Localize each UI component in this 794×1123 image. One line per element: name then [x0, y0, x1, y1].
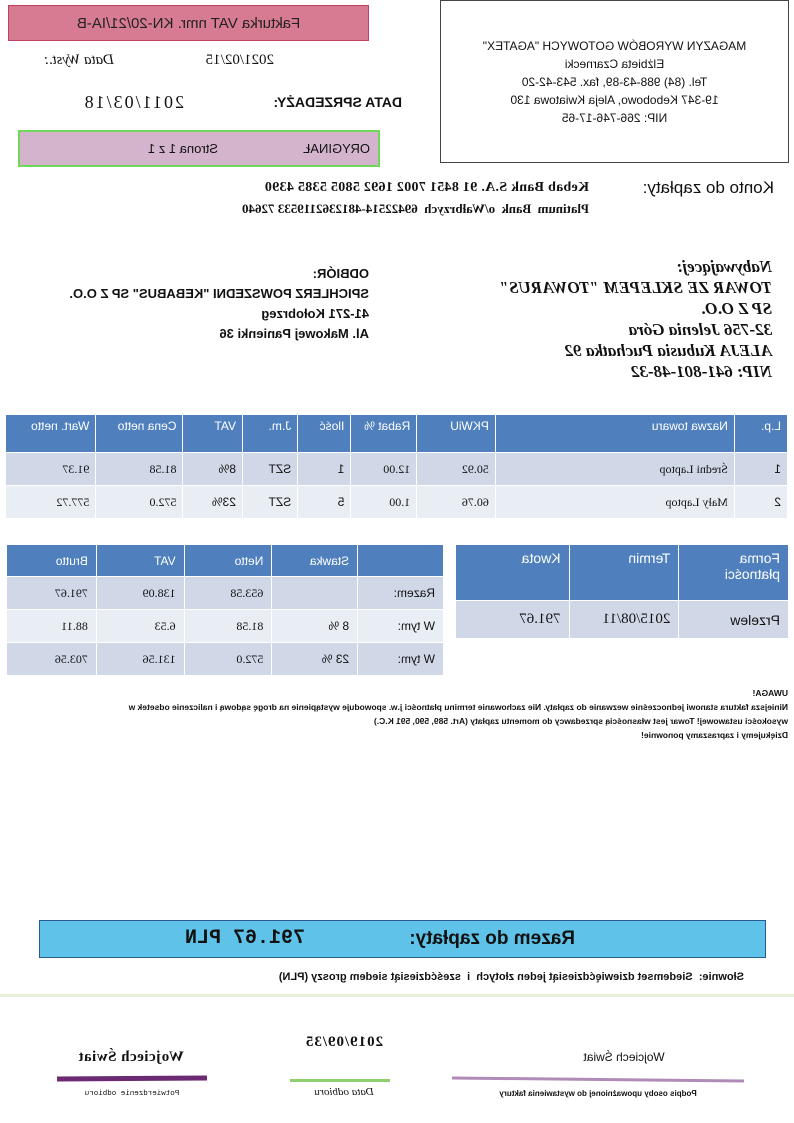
- vat-summary-table: [6, 544, 444, 676]
- table-cell: 6.53: [96, 610, 184, 643]
- table-cell: 60.76: [417, 486, 496, 519]
- sale-date-value: 2011/03/18: [82, 92, 184, 112]
- account-line-1: Kebab Bank S.A. 91 8451 7002 1692 5805 5385 4390: [264, 180, 589, 195]
- sale-date-label: DATA SPRZEDAŻY:: [273, 94, 402, 110]
- receipt-date-caption: Data odbioru: [314, 1086, 374, 1098]
- table-cell: 12.00: [351, 453, 417, 486]
- payment-header-cell: Forma płatności: [679, 545, 789, 601]
- table-cell: 577.72: [6, 486, 96, 519]
- summary-header-cell: Stawka: [272, 545, 358, 577]
- table-cell: 1: [734, 453, 787, 486]
- table-cell: SZT: [242, 486, 297, 519]
- divider: [0, 994, 794, 997]
- issuer-name: Wojciech Świat: [583, 1050, 665, 1064]
- table-cell: 572.0: [184, 643, 272, 676]
- items-header-cell: Cena netto: [96, 415, 183, 453]
- table-cell: 131.56: [96, 643, 184, 676]
- summary-header-row: [7, 545, 444, 577]
- issuer-signature-line: [452, 1076, 744, 1082]
- items-header-cell: Rabat %: [351, 415, 417, 453]
- notes-heading: UWAGA!: [752, 688, 788, 698]
- seller-nip: NIP: 266-746-17-65: [561, 111, 668, 125]
- items-header-cell: L.p.: [734, 415, 787, 453]
- table-cell: 81.58: [96, 453, 183, 486]
- receipt-date: 2019/09/35: [304, 1034, 384, 1050]
- table-cell: 91.37: [6, 453, 96, 486]
- items-header-cell: Wart. netto: [6, 415, 96, 453]
- table-row: [6, 486, 788, 519]
- table-cell: 791.67: [7, 577, 97, 610]
- table-row: [7, 643, 444, 676]
- account-line-2: Platinum Bank o/Wałbrzych 69422514-4812362119533 72640: [241, 201, 589, 216]
- table-cell: 8%: [183, 453, 243, 486]
- issue-date-label: Data Wyst.:: [43, 52, 114, 68]
- table-cell: 1: [298, 453, 351, 486]
- copy-label: ORYGINAŁ: [303, 141, 370, 156]
- invoice-title: Fakturka VAT nmr. KN-20/21/IA-B: [8, 5, 369, 41]
- total-amount: 791.67 PLN: [184, 927, 305, 950]
- table-cell: Średni Laptop: [495, 453, 734, 486]
- buyer-line-3: 32-756 Jelenia Góra: [628, 320, 772, 339]
- table-cell: 2015/08/11: [569, 601, 679, 639]
- table-cell: 5: [298, 486, 351, 519]
- payment-header-cell: Termin: [569, 545, 679, 601]
- seller-address: 19-347 Kebobowo, Aleja Kwiatowa 130: [510, 93, 719, 107]
- table-cell: [272, 577, 358, 610]
- seller-name: MAGAZYN WYROBÓW GOTOWYCH "AGATEX": [482, 39, 747, 53]
- total-box: [39, 920, 766, 958]
- table-cell: 653.58: [184, 577, 272, 610]
- recipient-block: [39, 264, 369, 344]
- table-cell: 2: [734, 486, 787, 519]
- invoice-notes: [48, 686, 788, 742]
- table-cell: Mały Laptop: [495, 486, 734, 519]
- items-header-cell: J.m.: [242, 415, 297, 453]
- table-cell: 8 %: [272, 610, 358, 643]
- items-header-cell: PKWiU: [417, 415, 496, 453]
- table-cell: W tym:: [358, 643, 444, 676]
- seller-owner: Elżbieta Czarnecki: [564, 57, 665, 71]
- table-row: [7, 577, 444, 610]
- account-label: Konto do zapłaty:: [642, 178, 774, 197]
- table-cell: 138.09: [96, 577, 184, 610]
- summary-header-cell: VAT: [96, 545, 184, 577]
- notes-line-2: wysokości ustawowej! Towar jest własnością sprzedawcy do momentu zapłaty (Art. 589, 590, 591 K.C.): [373, 716, 788, 726]
- receiver-name: Wojciech Świat: [78, 1049, 184, 1065]
- recipient-line-1: SPICHLERZ POWSZEDNI "KEBABUS" SP Z O.O.: [69, 286, 369, 301]
- summary-header-cell: [358, 545, 444, 577]
- table-cell: 572.0: [96, 486, 183, 519]
- table-cell: 791.67: [456, 601, 570, 639]
- table-cell: 23%: [183, 486, 243, 519]
- table-cell: 703.56: [7, 643, 97, 676]
- total-in-words: Słownie: Siedemset dziewięćdziesiąt jeden złotych i sześćdziesiąt siedem groszy (PLN): [278, 971, 744, 983]
- issuer-caption: Podpis osoby upoważnionej do wystawienia faktury: [499, 1089, 697, 1098]
- payment-header-cell: Kwota: [456, 545, 570, 601]
- table-cell: 23 %: [272, 643, 358, 676]
- buyer-line-5: NIP: 641-801-48-32: [630, 362, 772, 381]
- seller-phone: Tel. (84) 988-43-89, fax. 543-42-20: [521, 75, 708, 89]
- issue-date-value: 2021/02/15: [205, 52, 274, 68]
- table-cell: 81.58: [184, 610, 272, 643]
- buyer-line-4: ALEJA Kubusia Puchatka 92: [564, 341, 772, 360]
- payment-table: [455, 544, 789, 639]
- buyer-block: [432, 256, 772, 382]
- items-header-cell: Nazwa towaru: [495, 415, 734, 453]
- notes-line-3: Dziękujemy i zapraszamy ponownie!: [641, 730, 788, 740]
- total-label: Razem do zapłaty:: [409, 928, 575, 949]
- items-header-cell: VAT: [183, 415, 243, 453]
- table-cell: SZT: [242, 453, 297, 486]
- recipient-line-2: 41-271 Kołobrzeg: [261, 306, 369, 321]
- items-header-row: [6, 415, 788, 453]
- items-table: [5, 414, 788, 519]
- seller-box: [440, 0, 789, 163]
- table-cell: 50.92: [417, 453, 496, 486]
- table-cell: Razem:: [358, 577, 444, 610]
- table-cell: 88.11: [7, 610, 97, 643]
- copy-box: [18, 130, 380, 167]
- buyer-label: Nabywającej:: [676, 257, 772, 276]
- table-cell: Przelew: [679, 601, 789, 639]
- receiver-caption: Potwierdzenie odbioru: [84, 1090, 180, 1098]
- recipient-line-3: Al. Makowej Panienki 36: [219, 326, 369, 341]
- payment-header-row: [456, 545, 789, 601]
- page-label: Strona 1 z 1: [147, 141, 218, 156]
- receiver-signature-line: [57, 1075, 207, 1081]
- table-cell: W tym:: [358, 610, 444, 643]
- buyer-line-1: TOWAR ZE SKLEPEM "TOWARUS": [499, 278, 772, 297]
- buyer-line-2: SP Z O.O.: [700, 299, 772, 318]
- items-header-cell: Ilość: [298, 415, 351, 453]
- notes-line-1: Niniejsza faktura stanowi jednocześnie wezwanie do zapłaty. Nie zachowanie terminu płatności j.w. spowoduje wystąpienie na drogę sądową i naliczenie odsetek w: [128, 702, 788, 712]
- table-row: [6, 453, 788, 486]
- recipient-label: ODBIÓR:: [312, 266, 369, 281]
- summary-header-cell: Brutto: [7, 545, 97, 577]
- table-row: [456, 601, 789, 639]
- table-row: [7, 610, 444, 643]
- table-cell: 1.00: [351, 486, 417, 519]
- summary-header-cell: Netto: [184, 545, 272, 577]
- receipt-date-line: [290, 1079, 390, 1082]
